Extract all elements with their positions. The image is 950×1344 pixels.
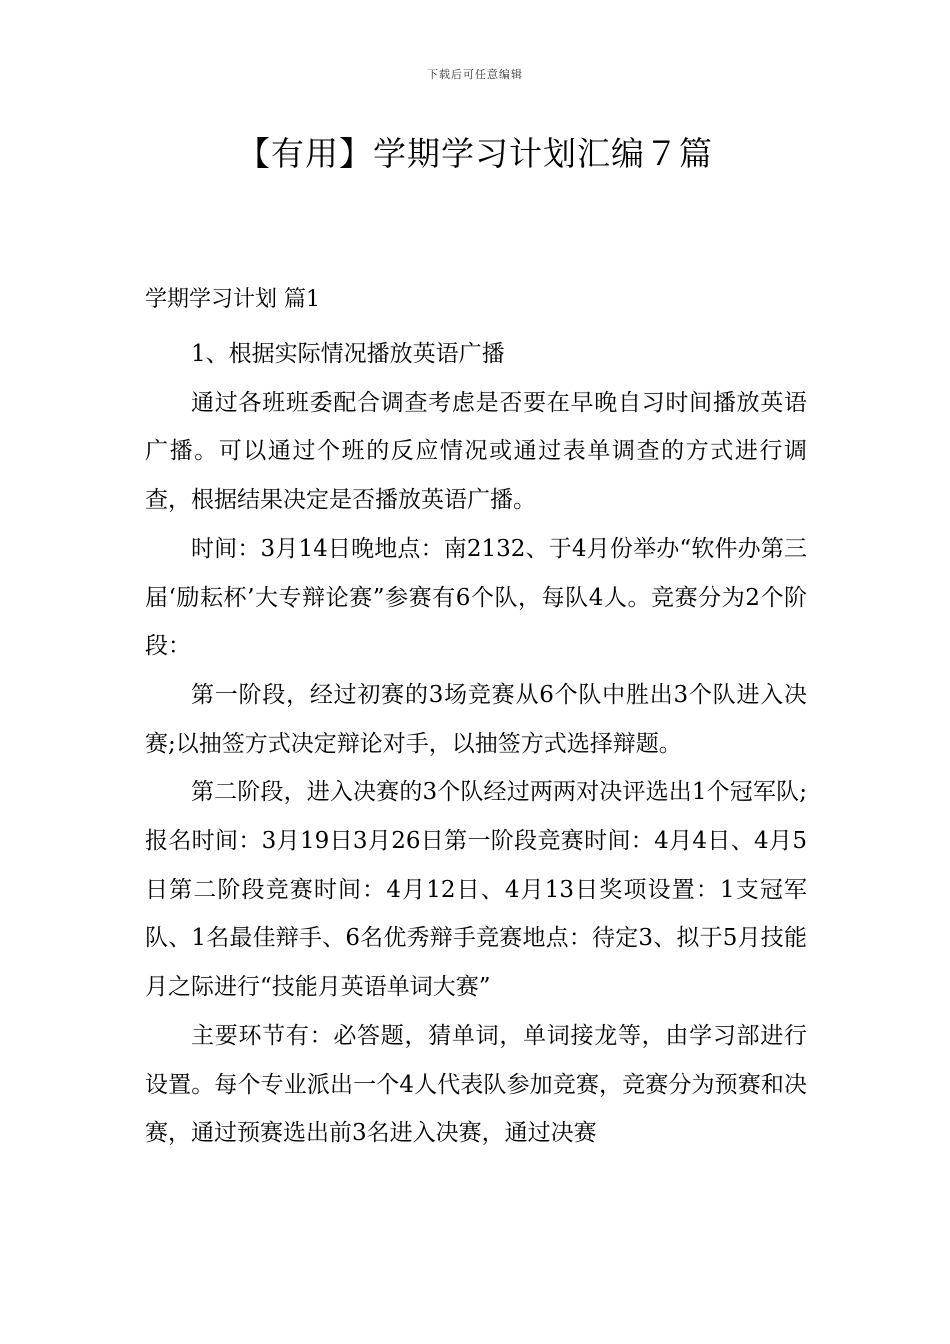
paragraph-5: 第二阶段，进入决赛的3个队经过两两对决评选出1个冠军队;报名时间：3月19日3月26日第一阶段竞赛时间：4月4日、4月5日第二阶段竞赛时间：4月12日、4月13日奖项设置：1支冠军队、1名最佳辩手、6名优秀辩手竞赛地点：待定3、拟于5月技能月之际进行“技能月英语单词大赛” — [145, 779, 807, 1001]
document-body — [145, 330, 807, 1158]
paragraph-2: 通过各班班委配合调查考虑是否要在早晚自习时间播放英语广播。可以通过个班的反应情况或通过表单调查的方式进行调查，根据结果决定是否播放英语广播。 — [145, 389, 807, 514]
paragraph-4: 第一阶段，经过初赛的3场竞赛从6个队中胜出3个队进入决赛;以抽签方式决定辩论对手，以抽签方式选择辩题。 — [145, 681, 807, 757]
paragraph-6: 主要环节有：必答题，猜单词，单词接龙等，由学习部进行设置。每个专业派出一个4人代表队参加竞赛，竞赛分为预赛和决赛，通过预赛选出前3名进入决赛，通过决赛 — [145, 1022, 807, 1147]
section-heading: 学期学习计划 篇1 — [145, 287, 320, 312]
paragraph-3: 时间：3月14日晚地点：南2132、于4月份举办“软件办第三届‘励耘杯’大专辩论赛”参赛有6个队，每队4人。竞赛分为2个阶段： — [145, 535, 807, 660]
header-note: 下载后可任意编辑 — [427, 68, 523, 81]
paragraph-1: 1、根据实际情况播放英语广播 — [191, 341, 505, 367]
document-title: 【有用】学期学习计划汇编７篇 — [237, 134, 713, 173]
